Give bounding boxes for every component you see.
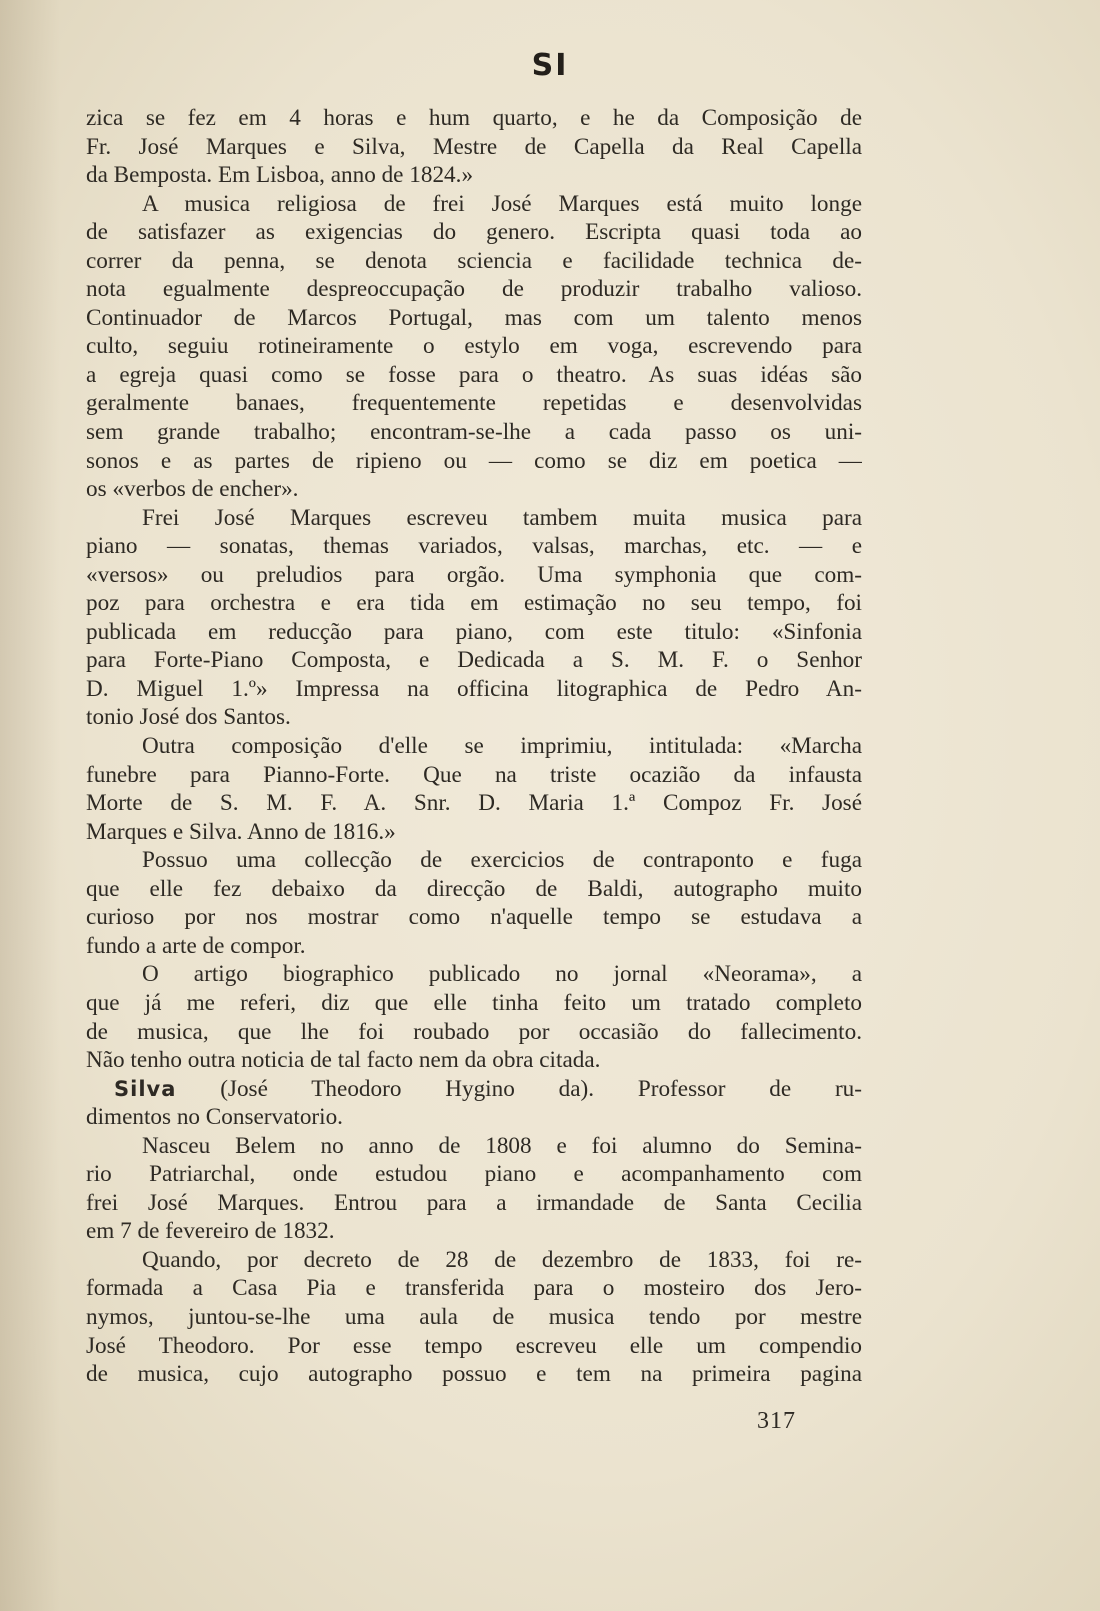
text-line: nymos, juntou-se-lhe uma aula de musica tendo por mestre	[86, 1303, 862, 1330]
text-line: sonos e as partes de ripieno ou — como se diz em poetica —	[86, 447, 862, 474]
text-line: Fr. José Marques e Silva, Mestre de Capella da Real Capella	[86, 133, 862, 160]
text-line: que elle fez debaixo da direcção de Baldi, autographo muito	[86, 875, 862, 902]
text-line: O artigo biographico publicado no jornal «Neorama», a	[142, 961, 862, 988]
text-line: zica se fez em 4 horas e hum quarto, e he da Composição de	[86, 105, 862, 131]
text-line: A musica religiosa de frei José Marques está muito longe	[142, 190, 862, 217]
text-line: D. Miguel 1.º» Impressa na officina litographica de Pedro An-	[86, 675, 862, 702]
text-line: a egreja quasi como se fosse para o theatro. As suas idéas são	[86, 361, 862, 388]
text-line: em 7 de fevereiro de 1832.	[86, 1218, 335, 1245]
text-line: formada a Casa Pia e transferida para o mosteiro dos Jero-	[86, 1275, 862, 1302]
page-number: 317	[757, 1408, 796, 1434]
text-line: de satisfazer as exigencias do genero. Escripta quasi toda ao	[86, 219, 862, 246]
text-line	[86, 1075, 862, 1104]
text-line: de musica, que lhe foi roubado por occasião do fallecimento.	[86, 1018, 862, 1045]
running-head: SI	[531, 48, 569, 83]
text-line: de musica, cujo autographo possuo e tem na primeira pagina	[86, 1361, 862, 1388]
text-line: nota egualmente despreoccupação de produzir trabalho valioso.	[86, 276, 862, 303]
text-line: da Bemposta. Em Lisboa, anno de 1824.»	[86, 162, 474, 189]
text-line: culto, seguiu rotineiramente o estylo em voga, escrevendo para	[86, 333, 862, 360]
entry-heading-rest: (José Theodoro Hygino da). Professor de ru-	[176, 1075, 862, 1102]
text-line: curioso por nos mostrar como n'aquelle tempo se estudava a	[86, 904, 862, 931]
entry-heading: Silva	[114, 1076, 177, 1101]
text-line: que já me referi, diz que elle tinha feito um tratado completo	[86, 989, 862, 1016]
text-line: os «verbos de encher».	[86, 476, 299, 503]
text-line: dimentos no Conservatorio.	[86, 1104, 343, 1131]
text-line: «versos» ou preludios para orgão. Uma symphonia que com-	[86, 561, 862, 588]
body-text	[86, 104, 862, 1389]
text-line: rio Patriarchal, onde estudou piano e acompanhamento com	[86, 1161, 862, 1188]
text-line: Nasceu Belem no anno de 1808 e foi alumno do Semina-	[142, 1132, 862, 1159]
text-line: Outra composição d'elle se imprimiu, intitulada: «Marcha	[142, 733, 862, 760]
text-line: para Forte-Piano Composta, e Dedicada a S. M. F. o Senhor	[86, 647, 862, 674]
text-line: sem grande trabalho; encontram-se-lhe a cada passo os uni-	[86, 419, 862, 446]
text-line: Marques e Silva. Anno de 1816.»	[86, 818, 396, 845]
text-line: José Theodoro. Por esse tempo escreveu elle um compendio	[86, 1332, 862, 1359]
text-line: Quando, por decreto de 28 de dezembro de 1833, foi re-	[142, 1246, 862, 1273]
text-line: Não tenho outra noticia de tal facto nem da obra citada.	[86, 1047, 601, 1074]
text-line: publicada em reducção para piano, com este titulo: «Sinfonia	[86, 618, 862, 645]
text-line: funebre para Pianno-Forte. Que na triste ocazião da infausta	[86, 761, 862, 788]
page-gutter-shadow	[0, 0, 60, 1611]
text-line: Possuo uma collecção de exercicios de contraponto e fuga	[142, 847, 862, 874]
text-line: tonio José dos Santos.	[86, 704, 291, 731]
text-line: Frei José Marques escreveu tambem muita musica para	[142, 504, 862, 531]
text-line: poz para orchestra e era tida em estimação no seu tempo, foi	[86, 590, 862, 617]
text-line: frei José Marques. Entrou para a irmandade de Santa Cecilia	[86, 1189, 862, 1216]
text-line: geralmente banaes, frequentemente repetidas e desenvolvidas	[86, 390, 862, 417]
text-line: fundo a arte de compor.	[86, 932, 306, 959]
text-line: piano — sonatas, themas variados, valsas, marchas, etc. — e	[86, 533, 862, 560]
text-line: Continuador de Marcos Portugal, mas com um talento menos	[86, 304, 862, 331]
text-line: correr da penna, se denota sciencia e facilidade technica de-	[86, 247, 862, 274]
text-line: Morte de S. M. F. A. Snr. D. Maria 1.ª Compoz Fr. José	[86, 790, 862, 817]
